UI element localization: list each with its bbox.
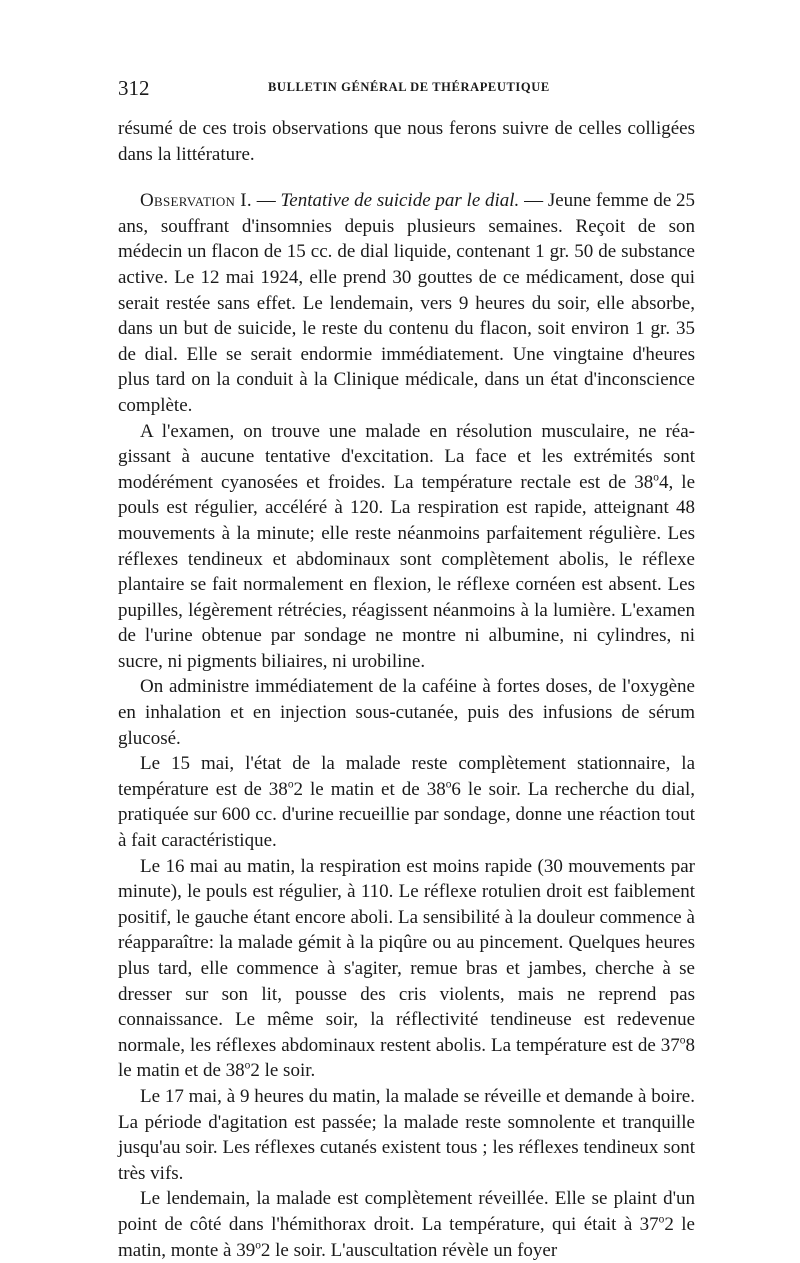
may15-text-a: Le 15 mai, l'état de la malade reste complètement stationnaire, la température est de 38 [118,753,695,800]
may16-text-b: 8 le matin et de 38 [118,1034,695,1082]
running-title: BULLETIN GÉNÉRAL DE THÉRAPEUTIQUE [268,80,550,94]
degree-mark: o [658,1213,665,1226]
page-header [118,76,692,100]
may16-text-c: 2 le soir. [250,1060,316,1082]
next-day-text-a: Le lendemain, la malade est complètement réveillée. Elle se plaint d'un point de côté dans l'hémithorax droit. La température, qui était à 37 [118,1188,695,1235]
observation-title: Tentative de suicide par le dial. [280,190,520,212]
degree-mark: o [445,778,452,791]
may15-text-b: 2 le matin et de 38 [293,778,446,800]
degree-mark: o [287,778,294,791]
degree-mark: o [653,471,659,484]
exam-text-a: A l'examen, on trouve une malade en résolution musculaire, ne réagissant à aucune tentative d'excitation. La face et les extrémités sont modérément cyanosées et froides. La température rectale est de 38 [118,420,695,493]
may15-text-c: 6 le soir. La recherche du dial, pratiquée sur 600 cc. d'urine recueillie par sondage, donne une réaction tout à fait caractéristique. [118,778,696,852]
may16-text-a: Le 16 mai au matin, la respiration est moins rapide (30 mouvements par minute), le pouls est régulier, à 110. Le réflexe rotulien droit est faiblement positif, le gauche étant encore aboli. La sensibilité à la douleur commence à réapparaître: la malade gémit à la piqûre ou au pincement. Quelques heures plus tard, elle commence à s'agiter, remue bras et jambes, cherche à se dresser sur son lit, pousse des cris violents, mais ne reprend pas connaissance. Le même soir, la réflectivité tendineuse est redevenue normale, les réflexes abdominaux restent abolis. La température est de 37 [118,855,695,1056]
may15-paragraph [118,751,695,853]
degree-mark: o [679,1034,686,1047]
observation-paragraph [118,188,695,418]
intro-paragraph: résumé de ces trois observations que nous ferons suivre de celles colligées dans la littérature. [118,118,695,165]
exam-text-b: 4, le pouls est régulier, accéléré à 120. La respiration est rapide, atteignant 48 mouvements à la minute; elle reste néanmoins parfaitement régulière. Les réflexes tendineux et abdominaux sont complètement abolis, le réflexe plantaire se fait normalement en flexion, le réflexe cornéen est absent. Les pupilles, légèrement rétrécies, réagissent néanmoins à la lumière. L'examen de l'urine obtenue par sondage ne montre ni albumine, ni cylindres, ni sucre, ni pigments biliaires, ni urobiline. [118,471,696,672]
observation-dash: — [251,190,281,212]
observation-text: — Jeune femme de 25 ans, souffrant d'insomnies depuis plusieurs semaines. Reçoit de son médecin un flacon de 15 cc. de dial liquide, contenant 1 gr. 50 de substance active. Le 12 mai 1924, elle prend 30 gouttes de ce médicament, dose qui serait restée sans effet. Le lendemain, vers 9 heures du soir, elle absorbe, dans un but de suicide, le reste du contenu du flacon, soit environ 1 gr. 35 de dial. Elle se serait endormie immédiatement. Une vingtaine d'heures plus tard on la conduit à la Clinique médicale, dans un état d'inconscience complète. [118,190,696,416]
may16-paragraph [118,854,695,1084]
body-text [118,116,695,1263]
next-day-text-c: 2 le soir. L'auscultation révèle un foyer [260,1239,558,1261]
treatment-paragraph: On administre immédiatement de la caféine à fortes doses, de l'oxygène en inhalation et en injection sous-cutanée, puis des infusions de sérum glucosé. [118,676,695,749]
observation-label: Observation I. [140,190,252,212]
next-day-text-b: 2 le matin, monte à 39 [118,1213,695,1261]
page-number: 312 [118,76,150,100]
next-day-paragraph [118,1186,695,1263]
exam-paragraph [118,419,695,675]
degree-mark: o [255,1239,261,1252]
degree-mark: o [244,1060,251,1073]
may17-paragraph: Le 17 mai, à 9 heures du matin, la malade se réveille et demande à boire. La période d'agitation est passée; la malade reste somnolente et tranquille jusqu'au soir. Les réflexes cutanés existent tous ; les réflexes tendineux sont très vifs. [118,1085,695,1184]
